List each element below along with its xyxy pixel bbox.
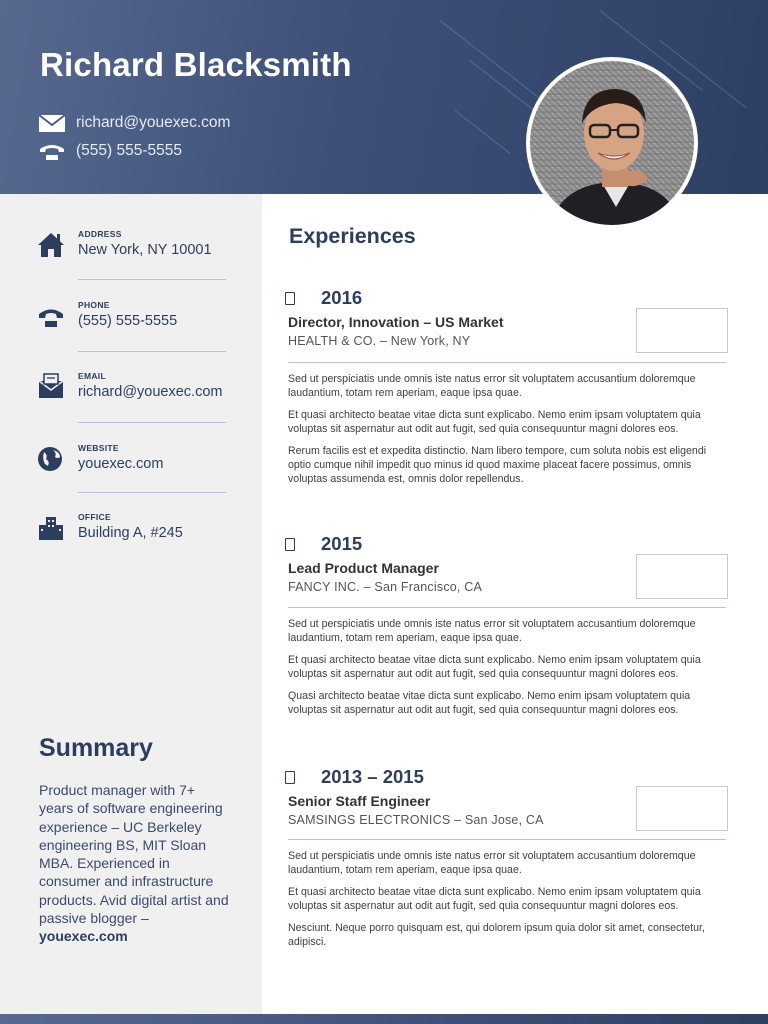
profile-photo-image (530, 61, 694, 225)
divider (78, 492, 226, 493)
experience-year: 2016 (321, 287, 363, 308)
job-description (288, 372, 718, 494)
summary-heading: Summary (39, 734, 153, 762)
divider (78, 351, 226, 352)
summary-text (39, 781, 229, 946)
home-icon (36, 229, 66, 259)
job-description (288, 617, 718, 725)
phone-value: (555) 555-5555 (78, 313, 178, 329)
address-label: ADDRESS (78, 229, 122, 239)
job-company: SAMSINGS ELECTRONICS – San Jose, CA (288, 813, 544, 827)
job-role: Senior Staff Engineer (288, 793, 431, 809)
calendar-icon (285, 292, 295, 305)
office-label: OFFICE (78, 512, 111, 522)
website-value: youexec.com (78, 456, 164, 472)
job-description (288, 849, 718, 957)
email-icon (36, 371, 66, 401)
divider (288, 607, 726, 608)
job-company: FANCY INC. – San Francisco, CA (288, 580, 483, 594)
description-paragraph: Rerum facilis est et expedita distinctio. Nam libero tempore, cum soluta nobis est eligendi optio cumque nihil impedit quo minus id quod maxime placeat facere possimus, omnis voluptas assumenda est, omnis dolor repellendus. (288, 445, 707, 485)
candidate-name: Richard Blacksmith (40, 46, 352, 83)
company-logo-placeholder (636, 786, 728, 831)
experience-entry (284, 533, 732, 716)
experience-year: 2013 – 2015 (321, 766, 424, 787)
description-paragraph: Et quasi architecto beatae vitae dicta sunt explicabo. Nemo enim ipsam voluptatem quia voluptas sit aspernatur aut odit aut fugit, sed quia consequuntur magni dolores eos. (288, 409, 701, 435)
divider (288, 839, 726, 840)
telephone-icon (38, 140, 66, 162)
header-email[interactable] (38, 112, 230, 134)
info-website[interactable] (36, 443, 226, 473)
divider (78, 279, 226, 280)
company-logo-placeholder (636, 554, 728, 599)
divider (288, 362, 726, 363)
summary-link[interactable]: youexec.com (39, 928, 128, 945)
description-paragraph: Sed ut perspiciatis unde omnis iste natus error sit voluptatem accusantium doloremque laudantium, totam rem aperiam, eaque ipsa quae. (288, 850, 696, 876)
envelope-icon (38, 112, 66, 134)
header-phone[interactable] (38, 140, 182, 162)
header-phone-text: (555) 555-5555 (76, 142, 182, 159)
divider (78, 422, 226, 423)
description-paragraph: Et quasi architecto beatae vitae dicta sunt explicabo. Nemo enim ipsam voluptatem quia voluptas sit aspernatur aut odit aut fugit, sed quia consequuntur magni dolores eos. (288, 886, 701, 912)
description-paragraph: Nesciunt. Neque porro quisquam est, qui dolorem ipsum quia dolor sit amet, consectetur, adipisci. (288, 922, 705, 948)
info-address (36, 229, 226, 259)
office-value: Building A, #245 (78, 525, 183, 541)
summary-body: Product manager with 7+ years of software engineering experience – UC Berkeley engineering BS, MIT Sloan MBA. Experienced in consumer and infrastructure products. Avid digital artist and passive blogger – (39, 782, 229, 927)
experience-entry (284, 766, 732, 948)
telephone-icon (36, 300, 66, 330)
description-paragraph: Et quasi architecto beatae vitae dicta sunt explicabo. Nemo enim ipsam voluptatem quia voluptas sit aspernatur aut odit aut fugit, sed quia consequuntur magni dolores eos. (288, 654, 701, 680)
email-label: EMAIL (78, 371, 106, 381)
experience-entry (284, 287, 732, 485)
decorative-streak (455, 110, 511, 154)
info-email[interactable] (36, 371, 226, 401)
experiences-heading: Experiences (289, 224, 416, 248)
description-paragraph: Sed ut perspiciatis unde omnis iste natus error sit voluptatem accusantium doloremque laudantium, totam rem aperiam, eaque ipsa quae. (288, 373, 696, 399)
calendar-icon (285, 538, 295, 551)
header-email-text: richard@youexec.com (76, 114, 231, 131)
globe-icon (36, 443, 66, 473)
job-company: HEALTH & CO. – New York, NY (288, 334, 471, 348)
website-label: WEBSITE (78, 443, 119, 453)
profile-photo (526, 57, 698, 229)
job-role: Lead Product Manager (288, 560, 439, 576)
calendar-icon (285, 771, 295, 784)
experience-year: 2015 (321, 533, 363, 554)
phone-label: PHONE (78, 300, 110, 310)
address-value: New York, NY 10001 (78, 242, 212, 258)
description-paragraph: Sed ut perspiciatis unde omnis iste natus error sit voluptatem accusantium doloremque laudantium, totam rem aperiam, eaque ipsa quae. (288, 618, 696, 644)
footer-bar (0, 1014, 768, 1024)
info-phone[interactable] (36, 300, 226, 330)
email-value: richard@youexec.com (78, 384, 223, 400)
info-office (36, 512, 226, 542)
description-paragraph: Quasi architecto beatae vitae dicta sunt explicabo. Nemo enim ipsam voluptatem quia voluptas sit aspernatur aut odit aut fugit, sed quia consequuntur magni dolores eos. (288, 690, 691, 716)
company-logo-placeholder (636, 308, 728, 353)
building-icon (36, 512, 66, 542)
job-role: Director, Innovation – US Market (288, 314, 504, 330)
